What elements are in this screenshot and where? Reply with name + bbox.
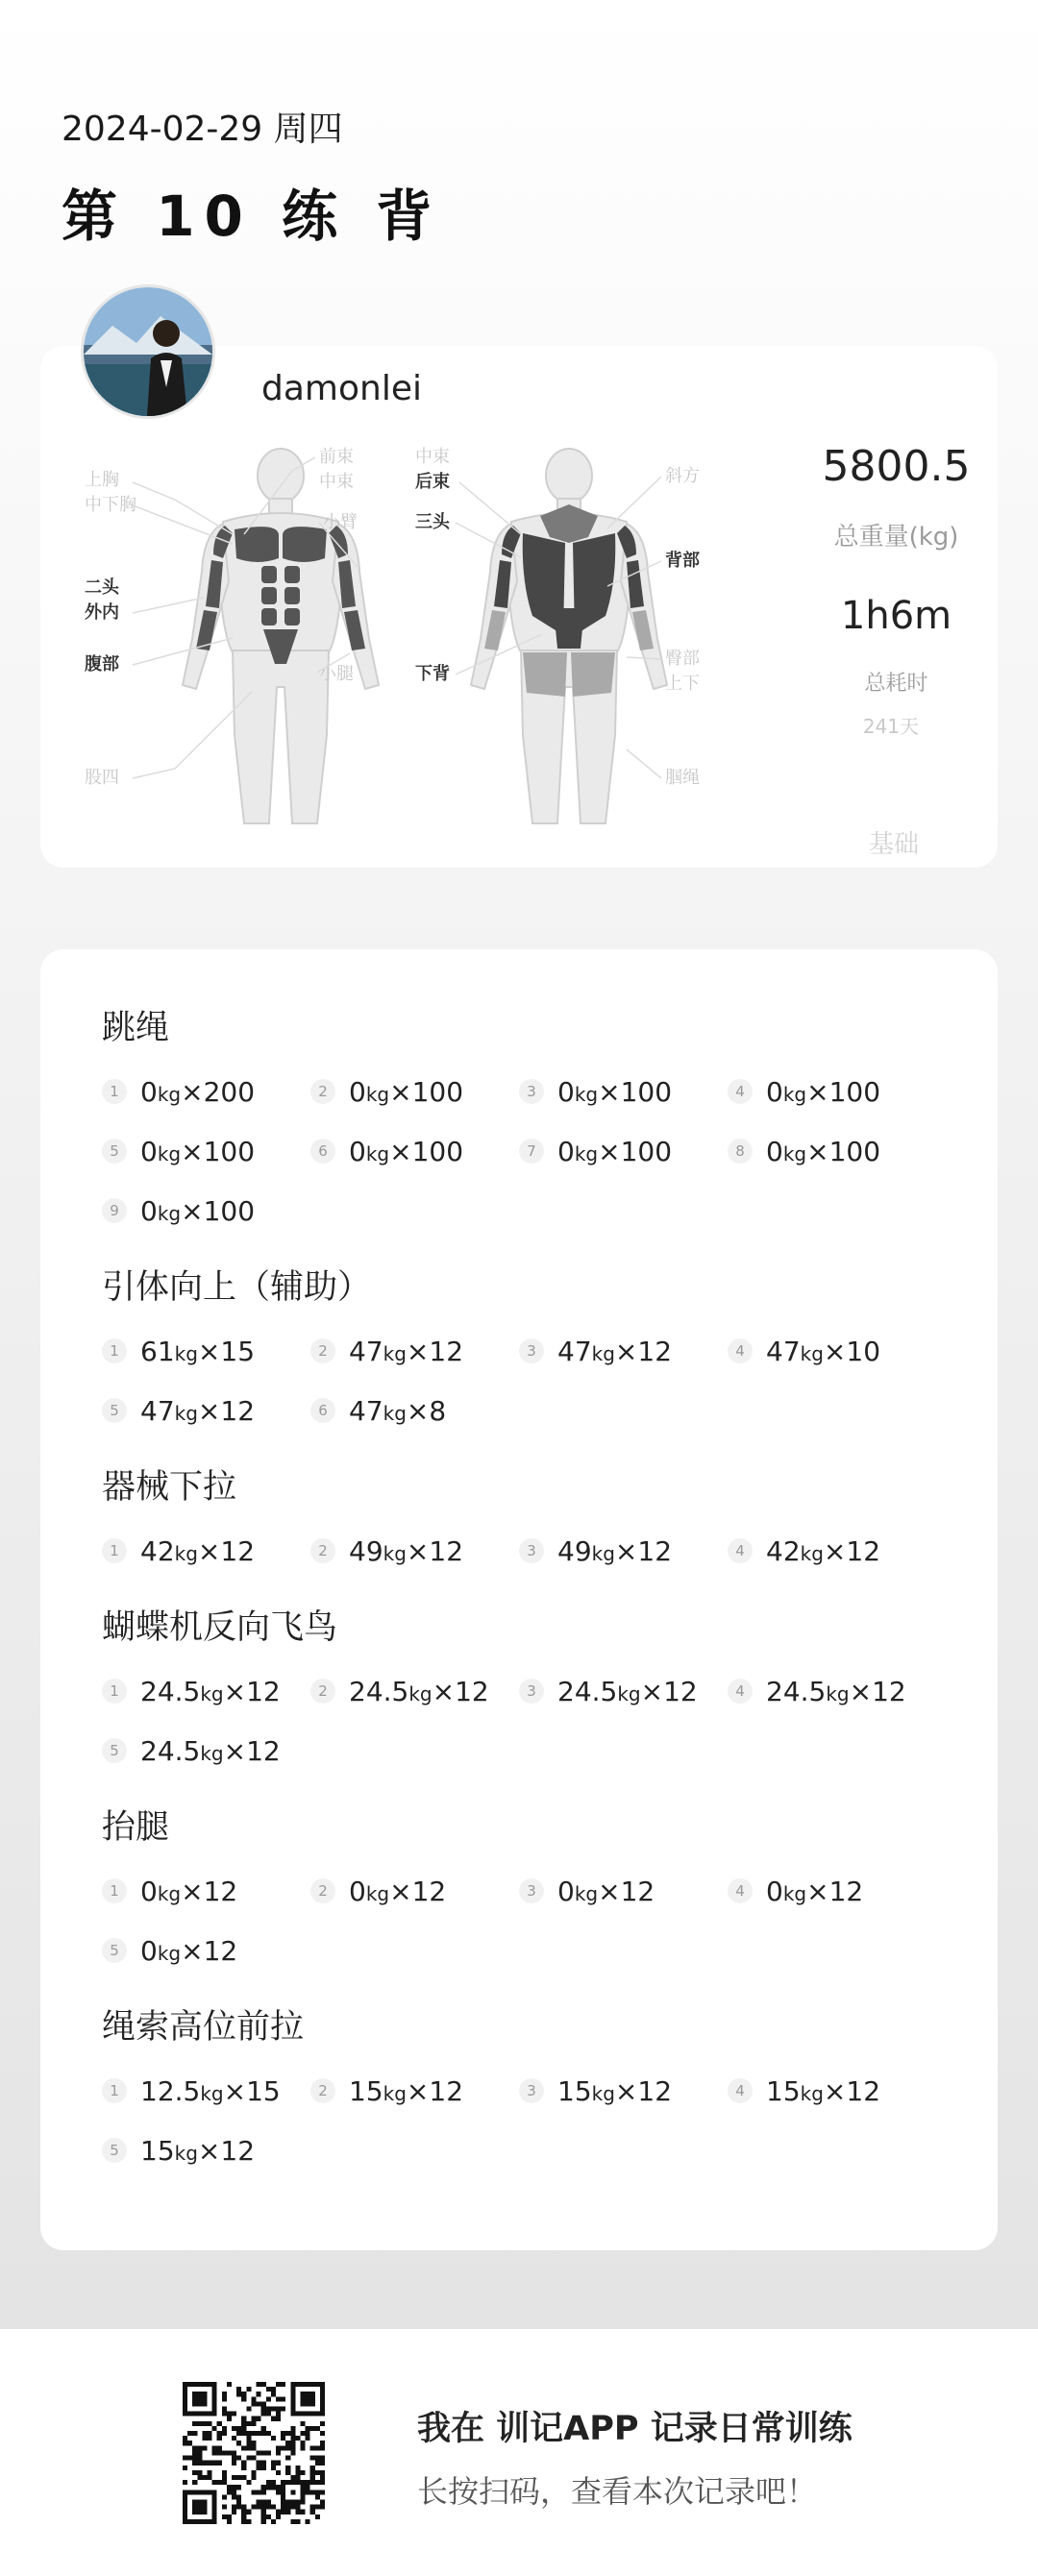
muscle-label-upper-lower: 上下 — [665, 674, 700, 694]
muscle-label-biceps: 二头 — [85, 577, 119, 598]
set-number: 4 — [728, 1079, 753, 1104]
set-item — [310, 1870, 446, 1912]
set-number: 3 — [519, 2078, 544, 2103]
set-value: 61kg×15 — [140, 1335, 256, 1367]
set-number: 6 — [310, 1139, 335, 1164]
level-badge: 基础 — [868, 830, 919, 859]
muscle-label-traps: 斜方 — [665, 466, 700, 486]
set-value: 15kg×12 — [140, 2134, 256, 2167]
muscle-label-mid-delt-back: 中束 — [415, 447, 450, 467]
set-value: 0kg×100 — [766, 1135, 881, 1167]
muscle-label-back: 背部 — [665, 551, 700, 571]
set-number: 2 — [310, 1679, 335, 1704]
set-item — [102, 1389, 255, 1432]
set-value: 24.5kg×12 — [140, 1734, 281, 1767]
set-number: 2 — [310, 1338, 335, 1363]
promo-title: 我在 训记APP 记录日常训练 — [417, 2410, 853, 2448]
set-value: 0kg×12 — [557, 1875, 655, 1907]
muscle-label-triceps: 三头 — [415, 512, 450, 532]
set-number: 2 — [310, 1538, 335, 1563]
set-value: 0kg×100 — [349, 1135, 464, 1167]
set-item — [310, 1389, 446, 1432]
total-time-value: 1h6m — [840, 594, 952, 638]
exercise-card — [40, 949, 998, 2250]
exercise-block — [102, 1806, 864, 1989]
set-value: 24.5kg×12 — [349, 1675, 489, 1707]
muscle-label-rear-delt: 后束 — [415, 472, 450, 492]
set-item — [519, 1870, 655, 1912]
exercise-name: 抬腿 — [102, 1808, 170, 1847]
set-item — [728, 1330, 880, 1372]
set-number: 5 — [102, 1738, 127, 1763]
set-value: 0kg×12 — [140, 1875, 238, 1907]
set-item — [728, 1530, 880, 1572]
set-number: 1 — [102, 1079, 127, 1104]
set-value: 0kg×12 — [766, 1875, 864, 1907]
set-value: 0kg×200 — [140, 1075, 256, 1108]
set-value: 24.5kg×12 — [766, 1675, 906, 1707]
footer — [0, 2329, 1038, 2576]
set-value: 24.5kg×12 — [557, 1675, 698, 1707]
set-item — [519, 1130, 672, 1172]
set-item — [102, 1730, 281, 1772]
total-time-label: 总耗时 — [864, 672, 928, 696]
exercise-block — [102, 2006, 881, 2189]
username: damonlei — [261, 369, 422, 408]
set-item — [519, 1070, 672, 1113]
set-value: 47kg×10 — [766, 1335, 881, 1367]
set-number: 1 — [102, 1878, 127, 1903]
set-value: 12.5kg×15 — [140, 2074, 281, 2107]
set-number: 1 — [102, 2078, 127, 2103]
set-value: 0kg×12 — [349, 1875, 447, 1907]
exercise-block — [102, 1007, 881, 1249]
set-value: 0kg×12 — [140, 1934, 238, 1967]
muscle-label-front-delt: 前束 — [319, 447, 354, 467]
days-count: 241天 — [862, 715, 919, 738]
set-number: 3 — [519, 1878, 544, 1903]
set-item — [728, 1670, 906, 1712]
set-value: 15kg×12 — [557, 2074, 673, 2107]
set-value: 47kg×8 — [349, 1394, 447, 1427]
set-number: 7 — [519, 1139, 544, 1164]
set-item — [728, 2070, 880, 2112]
set-value: 47kg×12 — [140, 1394, 256, 1427]
set-value: 42kg×12 — [766, 1534, 881, 1567]
muscle-label-mid-lower-chest: 中下胸 — [85, 495, 136, 515]
set-number: 5 — [102, 1139, 127, 1164]
set-value: 15kg×12 — [349, 2074, 464, 2107]
qr-code[interactable] — [183, 2382, 325, 2524]
set-value: 0kg×100 — [766, 1075, 881, 1108]
muscle-label-forearm: 小臂 — [323, 512, 358, 532]
set-item — [102, 1670, 281, 1712]
exercise-block — [102, 1607, 906, 1789]
set-item — [310, 1070, 463, 1113]
set-number: 6 — [310, 1398, 335, 1423]
set-number: 5 — [102, 2138, 127, 2163]
muscle-label-forearm-inner: 外内 — [85, 602, 119, 623]
set-item — [519, 1530, 672, 1572]
muscle-label-glutes: 臀部 — [665, 649, 700, 669]
set-number: 3 — [519, 1679, 544, 1704]
set-number: 3 — [519, 1079, 544, 1104]
exercise-name: 蝴蝶机反向飞鸟 — [102, 1608, 338, 1647]
set-item — [310, 1330, 463, 1372]
total-weight-label: 总重量(kg) — [833, 523, 959, 552]
set-value: 0kg×100 — [140, 1194, 256, 1227]
set-number: 2 — [310, 2078, 335, 2103]
set-item — [310, 1530, 463, 1572]
set-item — [102, 1530, 255, 1572]
set-number: 3 — [519, 1538, 544, 1563]
muscle-label-lower-back: 下背 — [415, 664, 450, 684]
set-value: 0kg×100 — [557, 1135, 673, 1167]
set-number: 1 — [102, 1538, 127, 1563]
set-number: 1 — [102, 1679, 127, 1704]
set-number: 4 — [728, 1679, 753, 1704]
muscle-label-upper-chest: 上胸 — [85, 470, 119, 490]
muscle-label-abs: 腹部 — [85, 654, 119, 675]
muscle-label-calves: 小腿 — [319, 664, 354, 684]
set-value: 47kg×12 — [349, 1335, 464, 1367]
set-item — [102, 2070, 281, 2112]
set-value: 0kg×100 — [349, 1075, 464, 1108]
set-value: 42kg×12 — [140, 1534, 256, 1567]
set-item — [519, 1670, 698, 1712]
muscle-label-mid-delt-front: 中束 — [319, 472, 354, 492]
exercise-name: 跳绳 — [102, 1009, 170, 1047]
set-item — [102, 1330, 255, 1372]
set-value: 47kg×12 — [557, 1335, 673, 1367]
set-number: 5 — [102, 1938, 127, 1963]
exercise-name: 绳索高位前拉 — [102, 2008, 305, 2047]
muscle-leader-lines — [40, 346, 809, 868]
set-number: 3 — [519, 1338, 544, 1363]
total-weight-value: 5800.5 — [822, 442, 971, 491]
set-value: 15kg×12 — [766, 2074, 881, 2107]
avatar[interactable] — [81, 284, 215, 419]
muscle-label-quads: 股四 — [85, 768, 119, 788]
set-item — [102, 2129, 255, 2171]
set-number: 4 — [728, 1538, 753, 1563]
set-number: 4 — [728, 1338, 753, 1363]
set-value: 49kg×12 — [557, 1534, 673, 1567]
set-number: 2 — [310, 1878, 335, 1903]
set-item — [102, 1929, 237, 1972]
set-number: 4 — [728, 2078, 753, 2103]
set-item — [102, 1070, 255, 1113]
set-number: 8 — [728, 1139, 753, 1164]
set-value: 0kg×100 — [140, 1135, 256, 1167]
set-item — [102, 1130, 255, 1172]
set-item — [310, 1130, 463, 1172]
exercise-block — [102, 1266, 881, 1449]
workout-title: 第 10 练 背 — [62, 184, 442, 249]
set-item — [728, 1870, 863, 1912]
set-number: 9 — [102, 1198, 127, 1223]
set-item — [728, 1130, 880, 1172]
set-number: 5 — [102, 1398, 127, 1423]
set-value: 49kg×12 — [349, 1534, 464, 1567]
set-number: 4 — [728, 1878, 753, 1903]
set-number: 1 — [102, 1338, 127, 1363]
set-item — [310, 1670, 489, 1712]
promo-subtitle: 长按扫码，查看本次记录吧！ — [417, 2473, 818, 2510]
set-value: 24.5kg×12 — [140, 1675, 281, 1707]
set-item — [310, 2070, 463, 2112]
set-item — [728, 1070, 880, 1113]
set-number: 2 — [310, 1079, 335, 1104]
exercise-block — [102, 1466, 881, 1589]
set-item — [519, 2070, 672, 2112]
set-item — [102, 1190, 255, 1232]
set-item — [519, 1330, 672, 1372]
set-item — [102, 1870, 237, 1912]
workout-date: 2024-02-29 周四 — [62, 110, 343, 149]
exercise-name: 引体向上（辅助） — [102, 1268, 372, 1307]
profile-card — [40, 346, 998, 868]
set-value: 0kg×100 — [557, 1075, 673, 1108]
exercise-name: 器械下拉 — [102, 1468, 237, 1507]
muscle-label-hamstrings: 腘绳 — [665, 768, 700, 788]
